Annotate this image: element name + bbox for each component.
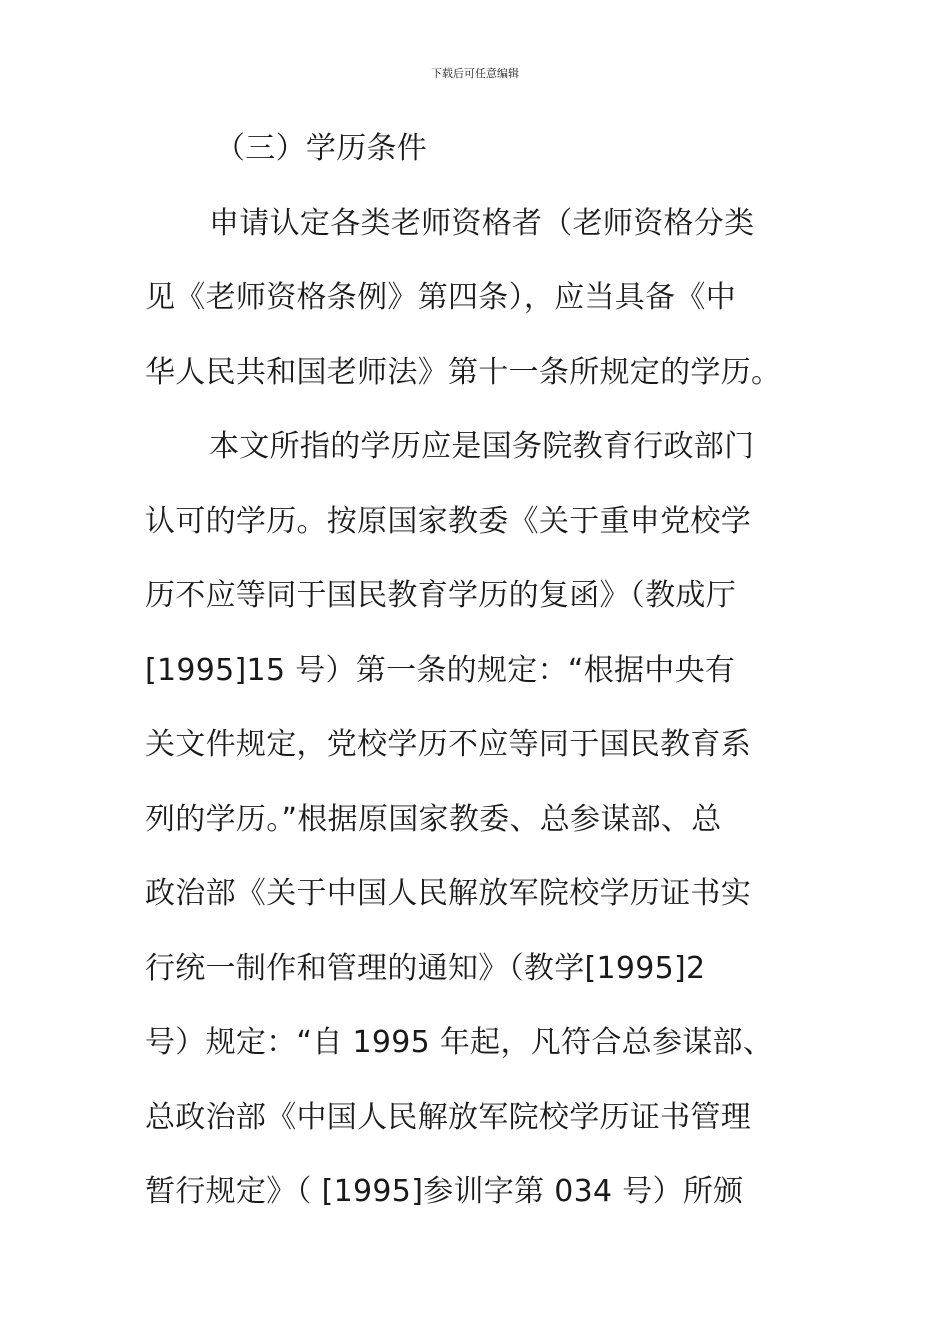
paragraph-line: 暂行规定》（ [1995]参训字第 034 号）所颁 [145, 1174, 744, 1209]
paragraph-line: 行统一制作和管理的通知》（教学[1995]2 [145, 950, 706, 986]
document-body [145, 120, 825, 1238]
paragraph-line: [1995]15 号）第一条的规定：“根据中央有 [145, 652, 736, 688]
paragraph-line: 认可的学历。按原国家教委《关于重申党校学 [145, 503, 751, 539]
header-note: 下载后可任意编辑 [431, 67, 519, 80]
paragraph-line: 华人民共和国老师法》第十一条所规定的学历。 [145, 354, 782, 390]
paragraph-line: 见《老师资格条例》第四条），应当具备《中 [145, 280, 736, 315]
paragraph-line: 本文所指的学历应是国务院教育行政部门 [209, 429, 755, 464]
paragraph-line: 关文件规定，党校学历不应等同于国民教育系 [145, 727, 751, 762]
paragraph-line: 政治部《关于中国人民解放军院校学历证书实 [145, 876, 751, 911]
paragraph-line: 总政治部《中国人民解放军院校学历证书管理 [145, 1099, 751, 1135]
paragraph-line: 历不应等同于国民教育学历的复函》（教成厅 [145, 578, 736, 613]
paragraph-line: 号）规定：“自 1995 年起，凡符合总参谋部、 [145, 1025, 774, 1060]
paragraph-line: 列的学历。”根据原国家教委、总参谋部、总 [145, 801, 722, 837]
section-heading: （三）学历条件 [215, 131, 428, 166]
paragraph-line: 申请认定各类老师资格者（老师资格分类 [209, 205, 755, 241]
